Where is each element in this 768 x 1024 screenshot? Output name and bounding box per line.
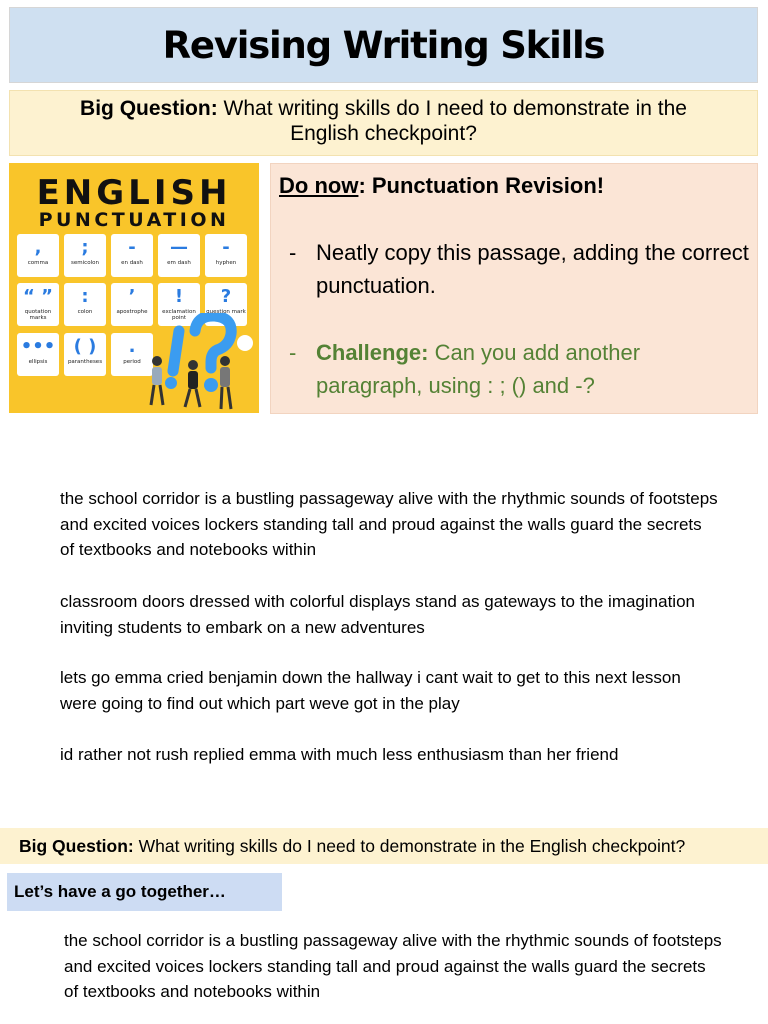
punctuation-tile (158, 234, 200, 277)
punctuation-tile (64, 283, 106, 326)
big-question-text: What writing skills do I need to demonstrate in the (217, 97, 687, 120)
instruction-bullet (289, 236, 749, 302)
punctuation-name: ellipsis (28, 359, 48, 365)
punctuation-name: comma (27, 260, 49, 266)
punctuation-tile (64, 234, 106, 277)
challenge-text: Can you add another paragraph, using : ; () and -? (316, 340, 641, 398)
punctuation-tile (17, 234, 59, 277)
punctuation-symbol: ( ) (73, 336, 97, 357)
challenge-label: Challenge: (316, 340, 429, 365)
punctuation-symbol: : (81, 286, 89, 307)
punctuation-symbol: . (128, 336, 136, 357)
do-now-box (270, 163, 758, 414)
punctuation-name: hyphen (215, 260, 237, 266)
punctuation-symbol: - (128, 237, 136, 258)
punctuation-poster (9, 163, 259, 413)
big-question-label: Big Question: (80, 97, 218, 120)
punctuation-symbol: , (34, 237, 42, 258)
punctuation-name: en dash (121, 260, 143, 266)
punctuation-name: exclamation point (162, 309, 196, 321)
passage-paragraph: id rather not rush replied emma with much less enthusiasm than her friend (60, 745, 619, 764)
big-question-text-line2: English checkpoint? (290, 122, 477, 145)
poster-title-english: ENGLISH (36, 173, 232, 213)
punctuation-symbol: ? (220, 286, 232, 307)
punctuation-name: quotation marks (24, 309, 52, 321)
punctuation-symbol: ! (174, 286, 184, 307)
punctuation-tile (111, 234, 153, 277)
people-illustration-icon (137, 313, 259, 413)
big-question-bottom (0, 828, 768, 864)
big-question-label: Big Question: (19, 836, 134, 856)
punctuation-symbol: ; (81, 237, 89, 258)
big-question-text: What writing skills do I need to demonstrate in the English checkpoint? (133, 836, 686, 856)
do-now-title: : Punctuation Revision! (358, 173, 605, 198)
punctuation-name: semicolon (71, 260, 99, 266)
punctuation-symbol: ’ (128, 286, 136, 307)
bullet-dash: - (289, 340, 297, 365)
punctuation-name: parantheses (67, 359, 103, 365)
passage-paragraph: classroom doors dressed with colorful displays stand as gateways to the imagination inviting students to embark on a new adventures (60, 592, 695, 637)
punctuation-tile (205, 234, 247, 277)
passage-paragraph: the school corridor is a bustling passageway alive with the rhythmic sounds of footsteps and excited voices lockers standing tall and proud against the walls guard the secrets of textbooks and notebooks within (60, 489, 718, 559)
poster-title-punctuation: PUNCTUATION (38, 209, 230, 231)
challenge-bullet (289, 336, 749, 402)
together-heading: Let’s have a go together… (7, 873, 282, 911)
passage-paragraph: lets go emma cried benjamin down the hallway i cant wait to get to this next lesson were going to find out which part weve got in the play (60, 668, 681, 713)
punctuation-name: question mark (206, 309, 246, 315)
punctuation-tile (64, 333, 106, 376)
punctuation-name: apostrophe (116, 309, 148, 315)
punctuation-tile (17, 333, 59, 376)
bullet-dash: - (289, 240, 297, 265)
page-title: Revising Writing Skills (162, 23, 605, 67)
together-passage: the school corridor is a bustling passageway alive with the rhythmic sounds of footsteps and excited voices lockers standing tall and proud against the walls guard the secrets of textbooks and notebooks within (64, 931, 722, 1001)
do-now-heading (279, 173, 604, 199)
punctuation-name: period (123, 359, 141, 365)
title-banner (9, 7, 758, 83)
instruction-text: Neatly copy this passage, adding the correct punctuation. (316, 240, 749, 298)
punctuation-tile (17, 283, 59, 326)
punctuation-symbol: “ ” (23, 286, 53, 307)
punctuation-symbol: ••• (20, 336, 56, 357)
punctuation-symbol: — (170, 237, 188, 258)
punctuation-name: colon (77, 309, 93, 315)
do-now-label: Do now (279, 173, 359, 198)
big-question-top (9, 90, 758, 156)
punctuation-name: em dash (167, 260, 191, 266)
punctuation-symbol: - (222, 237, 230, 258)
